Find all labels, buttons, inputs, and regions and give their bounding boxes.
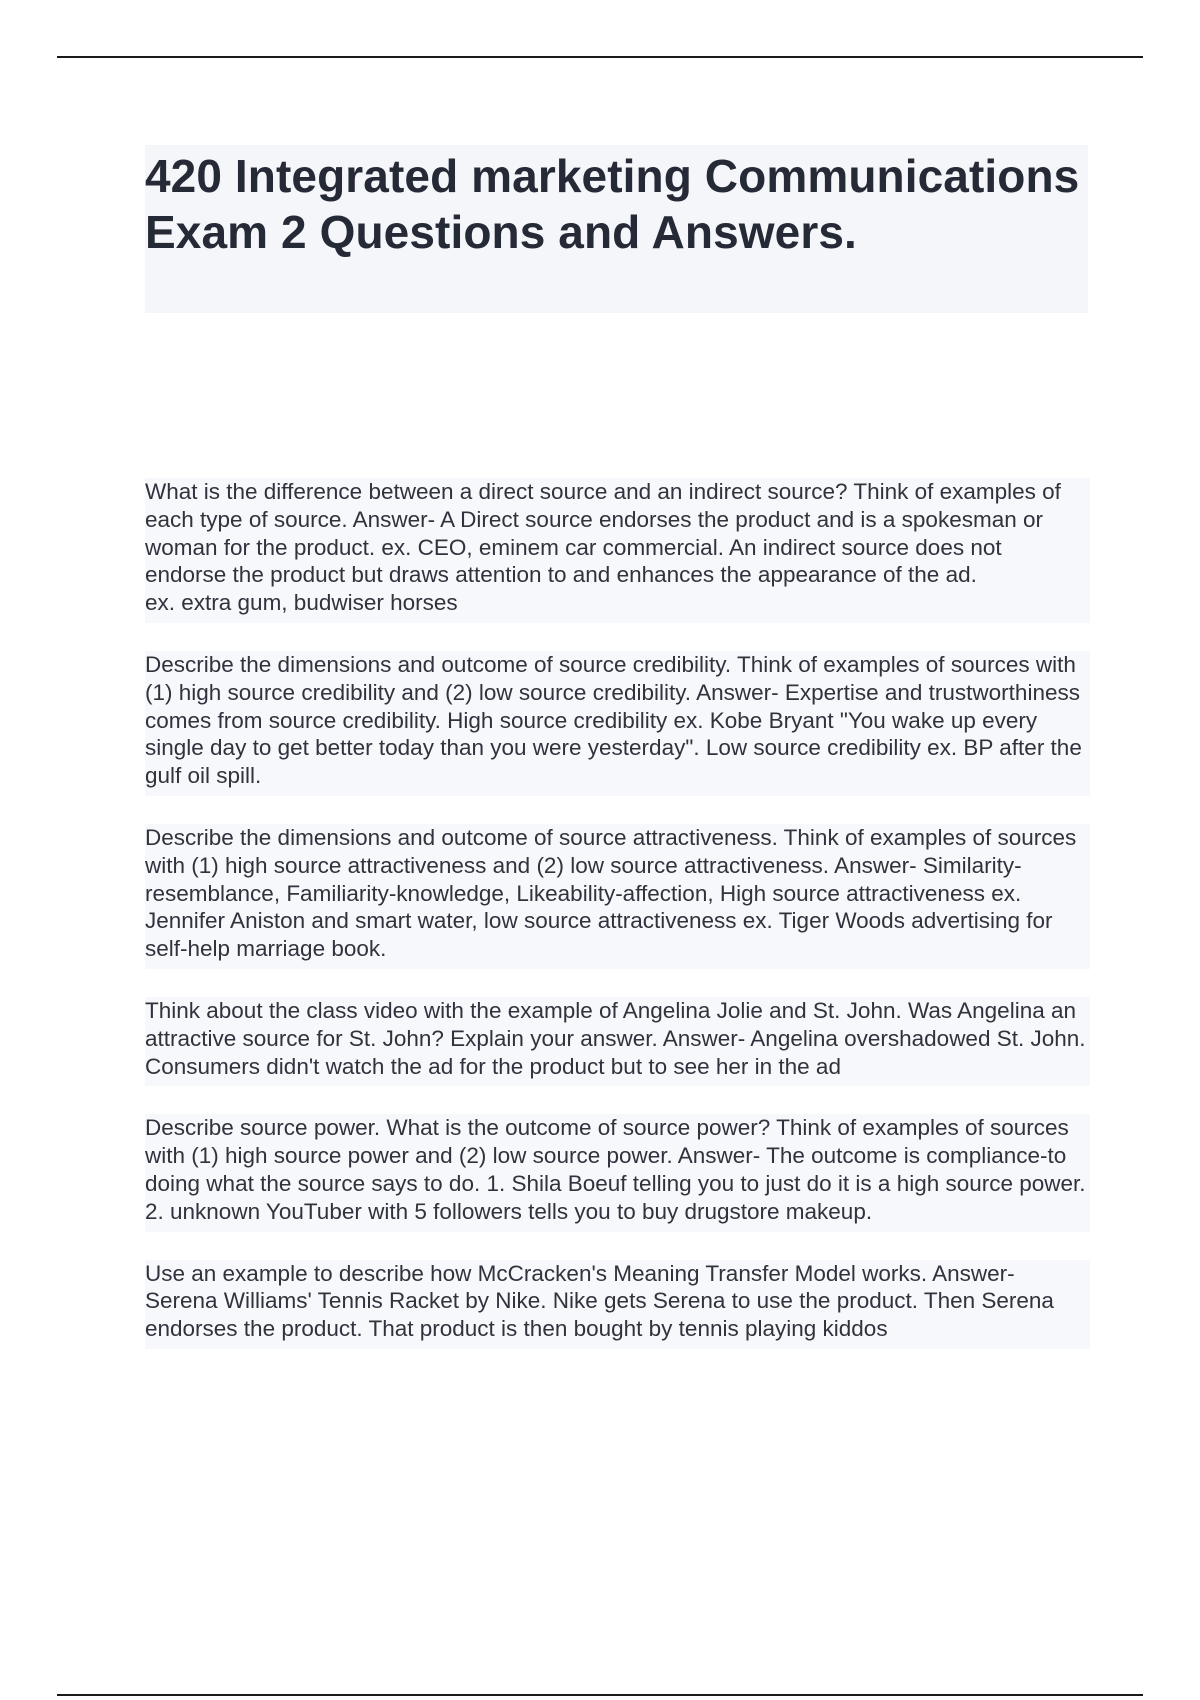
document-title: 420 Integrated marketing Communications Exam 2 Questions and Answers. (145, 150, 1080, 258)
qa-item (145, 478, 1090, 623)
top-divider (57, 56, 1143, 58)
qa-text: What is the difference between a direct source and an indirect source? Think of examples of each type of source. Answer- A Direct source endorses the product and is a spokesman or woman for the product. ex. CEO, eminem car commercial. An indirect source does not endorse the product but draws attention to and enhances the appearance of the ad. ex. extra gum, budwiser horses (145, 479, 1061, 616)
qa-item (145, 1114, 1090, 1231)
qa-item (145, 824, 1090, 969)
qa-item (145, 997, 1090, 1086)
qa-item (145, 1260, 1090, 1349)
qa-text: Use an example to describe how McCracken's Meaning Transfer Model works. Answer- Serena Williams' Tennis Racket by Nike. Nike gets Serena to use the product. Then Serena endorses the product. That product is then bought by tennis playing kiddos (145, 1260, 1061, 1342)
bottom-divider (57, 1694, 1143, 1696)
title-block (145, 145, 1088, 313)
qa-text: Think about the class video with the example of Angelina Jolie and St. John. Was Angelina an attractive source for St. John? Explain your answer. Answer- Angelina overshadowed St. John. Consumers didn't watch the ad for the product but to see her in the ad (145, 997, 1092, 1079)
qa-text: Describe the dimensions and outcome of source credibility. Think of examples of sources with (1) high source credibility and (2) low source credibility. Answer- Expertise and trustworthiness comes from source credibility. High source credibility ex. Kobe Bryant "You wake up every single day to get better today than you were yesterday". Low source credibility ex. BP after the gulf oil spill. (145, 651, 1089, 789)
qa-text: Describe source power. What is the outcome of source power? Think of examples of sources with (1) high source power and (2) low source power. Answer- The outcome is compliance-to doing what the source says to do. 1. Shila Boeuf telling you to just do it is a high source power. 2. unknown YouTuber with 5 followers tells you to buy drugstore makeup. (145, 1115, 1092, 1224)
qa-text: Describe the dimensions and outcome of source attractiveness. Think of examples of sources with (1) high source attractiveness and (2) low source attractiveness. Answer- Similarity-resemblance, Familiarity-knowledge, Likeability-affection, High source attractiveness ex. Jennifer Aniston and smart water, low source attractiveness ex. Tiger Woods advertising for self-help marriage book. (145, 824, 1083, 962)
qa-list (145, 478, 1090, 1377)
qa-item (145, 651, 1090, 796)
